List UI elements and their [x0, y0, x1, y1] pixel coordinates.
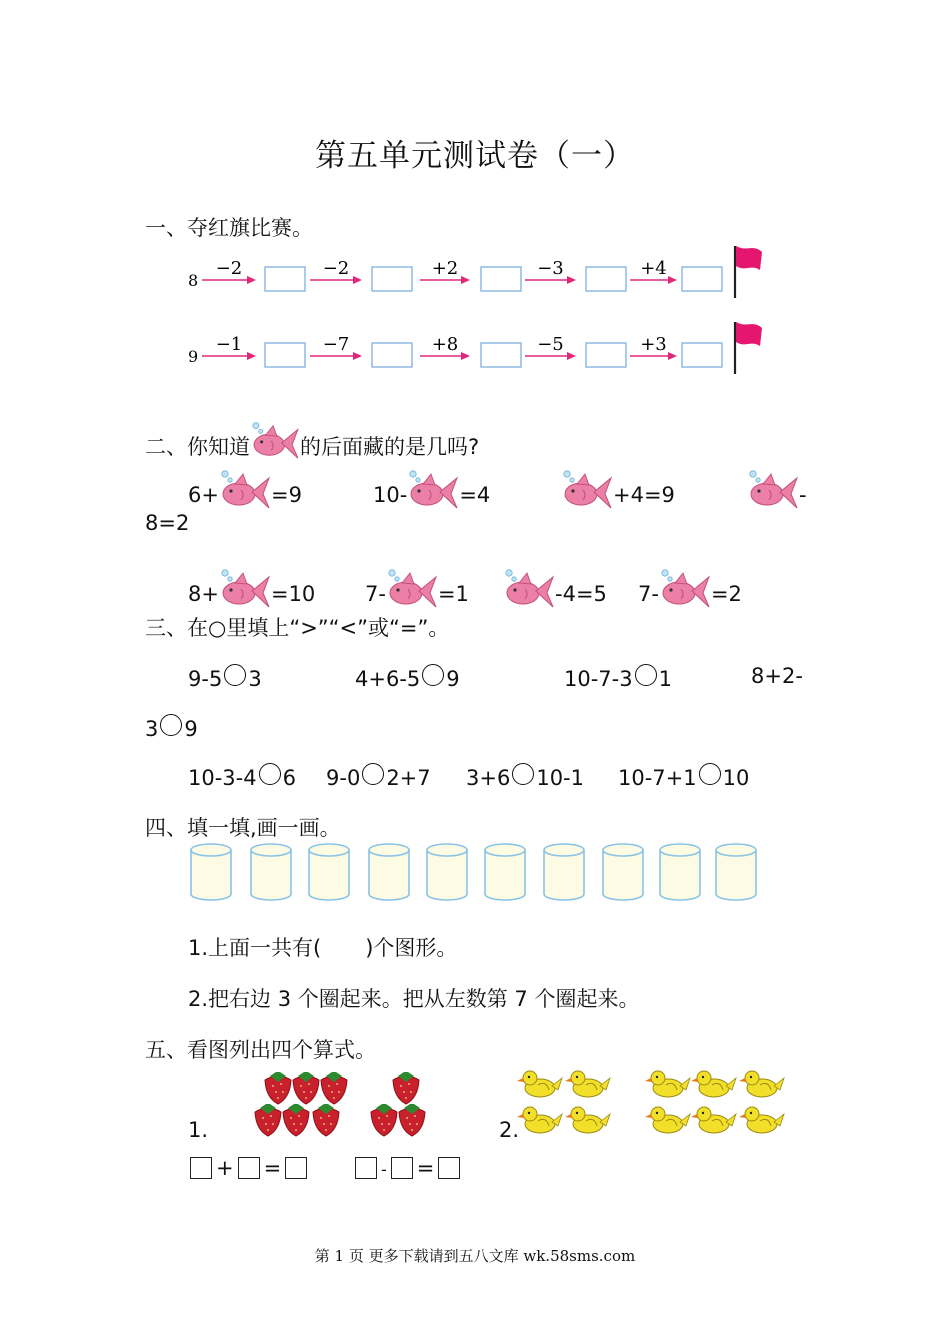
- s4-q1: [188, 932, 457, 962]
- bird-group: [518, 1064, 798, 1144]
- fish-icon: [659, 567, 711, 609]
- s3-row2-item-2: [326, 763, 431, 790]
- operation-label: +3: [640, 334, 667, 355]
- s3-row1-tail: 8+2-: [751, 664, 803, 688]
- red-flag-icon: [736, 322, 762, 346]
- fish-icon: [561, 468, 613, 510]
- compare-circle-blank[interactable]: [362, 763, 384, 785]
- page-footer: 第 1 页 更多下载请到五八文库 wk.58sms.com: [314, 1247, 636, 1265]
- answer-box[interactable]: [190, 1157, 212, 1179]
- s3-row1-item-2: [355, 664, 460, 691]
- cup-shape[interactable]: [485, 844, 525, 900]
- s4-q2: 2.把右边 3 个圈起来。把从左数第 7 个圈起来。: [188, 987, 640, 1011]
- answer-box[interactable]: [355, 1157, 377, 1179]
- arrow-head: [461, 276, 470, 284]
- strawberry-icon: [393, 1072, 419, 1104]
- s2-r2-i4-pre: 7-: [638, 582, 659, 606]
- operation-label: −3: [537, 258, 564, 279]
- arrow-head: [668, 276, 677, 284]
- fish-drawing: [503, 567, 555, 609]
- cup-shape[interactable]: [660, 844, 700, 900]
- arrow-head: [668, 352, 677, 360]
- answer-box[interactable]: [265, 267, 305, 291]
- s3-r1-wrap-left: 3: [145, 717, 159, 741]
- cup-shape[interactable]: [251, 844, 291, 900]
- s4-q1-b: )个图形。: [365, 936, 458, 960]
- s3-r1-i1-left: 9-5: [188, 667, 223, 691]
- compare-circle-blank[interactable]: [160, 714, 182, 736]
- strawberry-icon: [293, 1072, 319, 1104]
- s3-r2-i4-left: 10-7+1: [618, 766, 697, 790]
- s5-equation-2: [355, 1156, 460, 1180]
- answer-box[interactable]: [238, 1157, 260, 1179]
- answer-box[interactable]: [481, 267, 521, 291]
- arrow-head: [461, 352, 470, 360]
- section-2-heading-pre: 二、你知道: [145, 435, 250, 459]
- chick-icon: [739, 1071, 784, 1097]
- arrow-head: [353, 276, 362, 284]
- strawberry-icon: [371, 1104, 397, 1136]
- fish-icon: [503, 567, 555, 609]
- operation-label: −5: [537, 334, 564, 355]
- strawberry-icon: [283, 1104, 309, 1136]
- s3-r2-i1-left: 10-3-4: [188, 766, 257, 790]
- compare-circle-blank[interactable]: [224, 664, 246, 686]
- answer-box[interactable]: [682, 267, 722, 291]
- fish-drawing: [407, 468, 459, 510]
- answer-box[interactable]: [265, 343, 305, 367]
- operation-label: −7: [322, 334, 350, 355]
- answer-box[interactable]: [438, 1157, 460, 1179]
- arrow-head: [247, 352, 256, 360]
- s3-r1-i2-left: 4+6-5: [355, 667, 421, 691]
- s2-r1-i1-post: =9: [270, 483, 302, 507]
- s4-q1-a: 1.上面一共有(: [188, 936, 322, 960]
- s3-row2-item-1: [188, 763, 296, 790]
- s2-r2-i1-pre: 8+: [188, 582, 219, 606]
- s3-r2-i1-right: 6: [282, 766, 296, 790]
- s2-r1-i2-post: =4: [459, 483, 491, 507]
- cup-shape[interactable]: [427, 844, 467, 900]
- s2-row2-item-4: [638, 567, 742, 609]
- compare-circle-blank[interactable]: [259, 763, 281, 785]
- s2-row1-item-3: [561, 468, 675, 510]
- operation-label: +8: [431, 334, 459, 355]
- s2-row2-item-3: [503, 567, 607, 609]
- arrow-head: [353, 352, 362, 360]
- s3-r2-i2-right: 2+7: [386, 766, 431, 790]
- s3-row2-item-4: [618, 763, 749, 790]
- compare-circle-blank[interactable]: [635, 664, 657, 686]
- fish-icon: [219, 567, 271, 609]
- fish-drawing: [219, 468, 271, 510]
- equals-sign: =: [416, 1156, 435, 1180]
- answer-box[interactable]: [372, 267, 412, 291]
- equals-sign: =: [263, 1156, 282, 1180]
- section-3-heading: 三、在○里填上“>”“<”或“=”。: [145, 616, 450, 640]
- red-flag-icon: [736, 246, 762, 270]
- s2-row2-item-1: [188, 567, 315, 609]
- cup-shape[interactable]: [309, 844, 349, 900]
- arrow-head: [567, 352, 576, 360]
- s2-row1-item-4: [747, 468, 807, 510]
- chain-row: [188, 322, 762, 374]
- s5-item1-label: 1.: [188, 1118, 209, 1142]
- operation-label: +4: [640, 258, 667, 279]
- fish-icon: [250, 420, 300, 460]
- cup-shape[interactable]: [603, 844, 643, 900]
- plus-sign: +: [216, 1156, 234, 1180]
- s2-r1-i1-pre: 6+: [188, 483, 219, 507]
- strawberry-icon: [265, 1072, 291, 1104]
- compare-circle-blank[interactable]: [699, 763, 721, 785]
- s2-r2-i3-post: -4=5: [555, 582, 607, 606]
- chick-icon: [645, 1071, 690, 1097]
- s3-r2-i3-right: 10-1: [536, 766, 584, 790]
- answer-box[interactable]: [285, 1157, 307, 1179]
- section-2-heading: [145, 420, 479, 461]
- cup-shape[interactable]: [716, 844, 756, 900]
- answer-box[interactable]: [372, 343, 412, 367]
- chick-icon: [645, 1107, 690, 1133]
- answer-box[interactable]: [682, 343, 722, 367]
- fish-drawing: [659, 567, 711, 609]
- s2-row2-item-2: [365, 567, 469, 609]
- chick-icon: [691, 1071, 736, 1097]
- s3-r1-i2-right: 9: [446, 667, 460, 691]
- fish-drawing: [386, 567, 438, 609]
- cup-row: [185, 842, 765, 908]
- strawberry-icon: [399, 1104, 425, 1136]
- chick-icon: [565, 1071, 610, 1097]
- s2-row1-item-2: [373, 468, 490, 510]
- chain-row: [188, 246, 762, 298]
- s3-row2-item-3: [466, 763, 584, 790]
- section-1-heading: 一、夺红旗比赛。: [145, 216, 313, 240]
- operation-label: −1: [215, 334, 243, 355]
- cup-shape[interactable]: [191, 844, 231, 900]
- chick-icon: [565, 1107, 610, 1133]
- operation-label: −2: [215, 258, 243, 279]
- minus-sign: -: [381, 1160, 387, 1179]
- answer-box[interactable]: [586, 343, 626, 367]
- compare-circle-blank[interactable]: [512, 763, 534, 785]
- fish-drawing: [747, 468, 799, 510]
- answer-box[interactable]: [391, 1157, 413, 1179]
- s5-item2-label: 2.: [499, 1118, 520, 1142]
- strawberry-icon: [321, 1072, 347, 1104]
- s3-r2-i2-left: 9-0: [326, 766, 361, 790]
- compare-circle-blank[interactable]: [422, 664, 444, 686]
- cup-shape[interactable]: [544, 844, 584, 900]
- strawberry-icon: [255, 1104, 281, 1136]
- s3-r1-i3-right: 1: [658, 667, 672, 691]
- s2-r2-i4-post: =2: [710, 582, 742, 606]
- s2-r1-i4-post: -: [799, 483, 807, 507]
- operation-label: +2: [431, 258, 459, 279]
- chick-icon: [739, 1107, 784, 1133]
- s3-row1-wrap: [145, 714, 198, 741]
- cup-shape[interactable]: [369, 844, 409, 900]
- s2-row1-wrap: 8=2: [145, 511, 190, 535]
- chick-icon: [691, 1107, 736, 1133]
- answer-box[interactable]: [481, 343, 521, 367]
- fish-drawing: [250, 420, 300, 460]
- s3-r1-i1-right: 3: [248, 667, 262, 691]
- s2-r1-i2-pre: 10-: [373, 483, 408, 507]
- s3-r1-wrap-right: 9: [184, 717, 198, 741]
- s3-row1-item-1: [188, 664, 262, 691]
- s2-r2-i2-pre: 7-: [365, 582, 386, 606]
- section-5-heading: 五、看图列出四个算式。: [145, 1038, 376, 1062]
- s2-r2-i1-post: =10: [270, 582, 316, 606]
- s5-equation-1: [190, 1156, 307, 1180]
- fish-drawing: [561, 468, 613, 510]
- fish-icon: [219, 468, 271, 510]
- s2-r1-i3-post: +4=9: [613, 483, 675, 507]
- s3-r1-i3-left: 10-7-3: [564, 667, 633, 691]
- strawberry-group: [248, 1068, 438, 1143]
- s2-row1-item-1: [188, 468, 302, 510]
- operation-label: −2: [322, 258, 350, 279]
- chick-icon: [517, 1107, 562, 1133]
- s3-row1-item-3: [564, 664, 672, 691]
- section-2-heading-post: 的后面藏的是几吗?: [300, 435, 480, 459]
- s3-r2-i3-left: 3+6: [466, 766, 511, 790]
- strawberry-icon: [313, 1104, 339, 1136]
- chain-start-number: 9: [188, 347, 199, 366]
- s3-r2-i4-right: 10: [722, 766, 750, 790]
- answer-box[interactable]: [586, 267, 626, 291]
- section-1-chains: [180, 245, 800, 385]
- fish-icon: [407, 468, 459, 510]
- section-4-heading: 四、填一填,画一画。: [145, 816, 341, 840]
- fish-icon: [386, 567, 438, 609]
- fish-icon: [747, 468, 799, 510]
- chain-start-number: 8: [188, 271, 199, 290]
- fish-drawing: [219, 567, 271, 609]
- arrow-head: [247, 276, 256, 284]
- chick-icon: [517, 1071, 562, 1097]
- page-title: 第五单元测试卷（一）: [315, 138, 635, 174]
- arrow-head: [567, 276, 576, 284]
- s2-r2-i2-post: =1: [437, 582, 469, 606]
